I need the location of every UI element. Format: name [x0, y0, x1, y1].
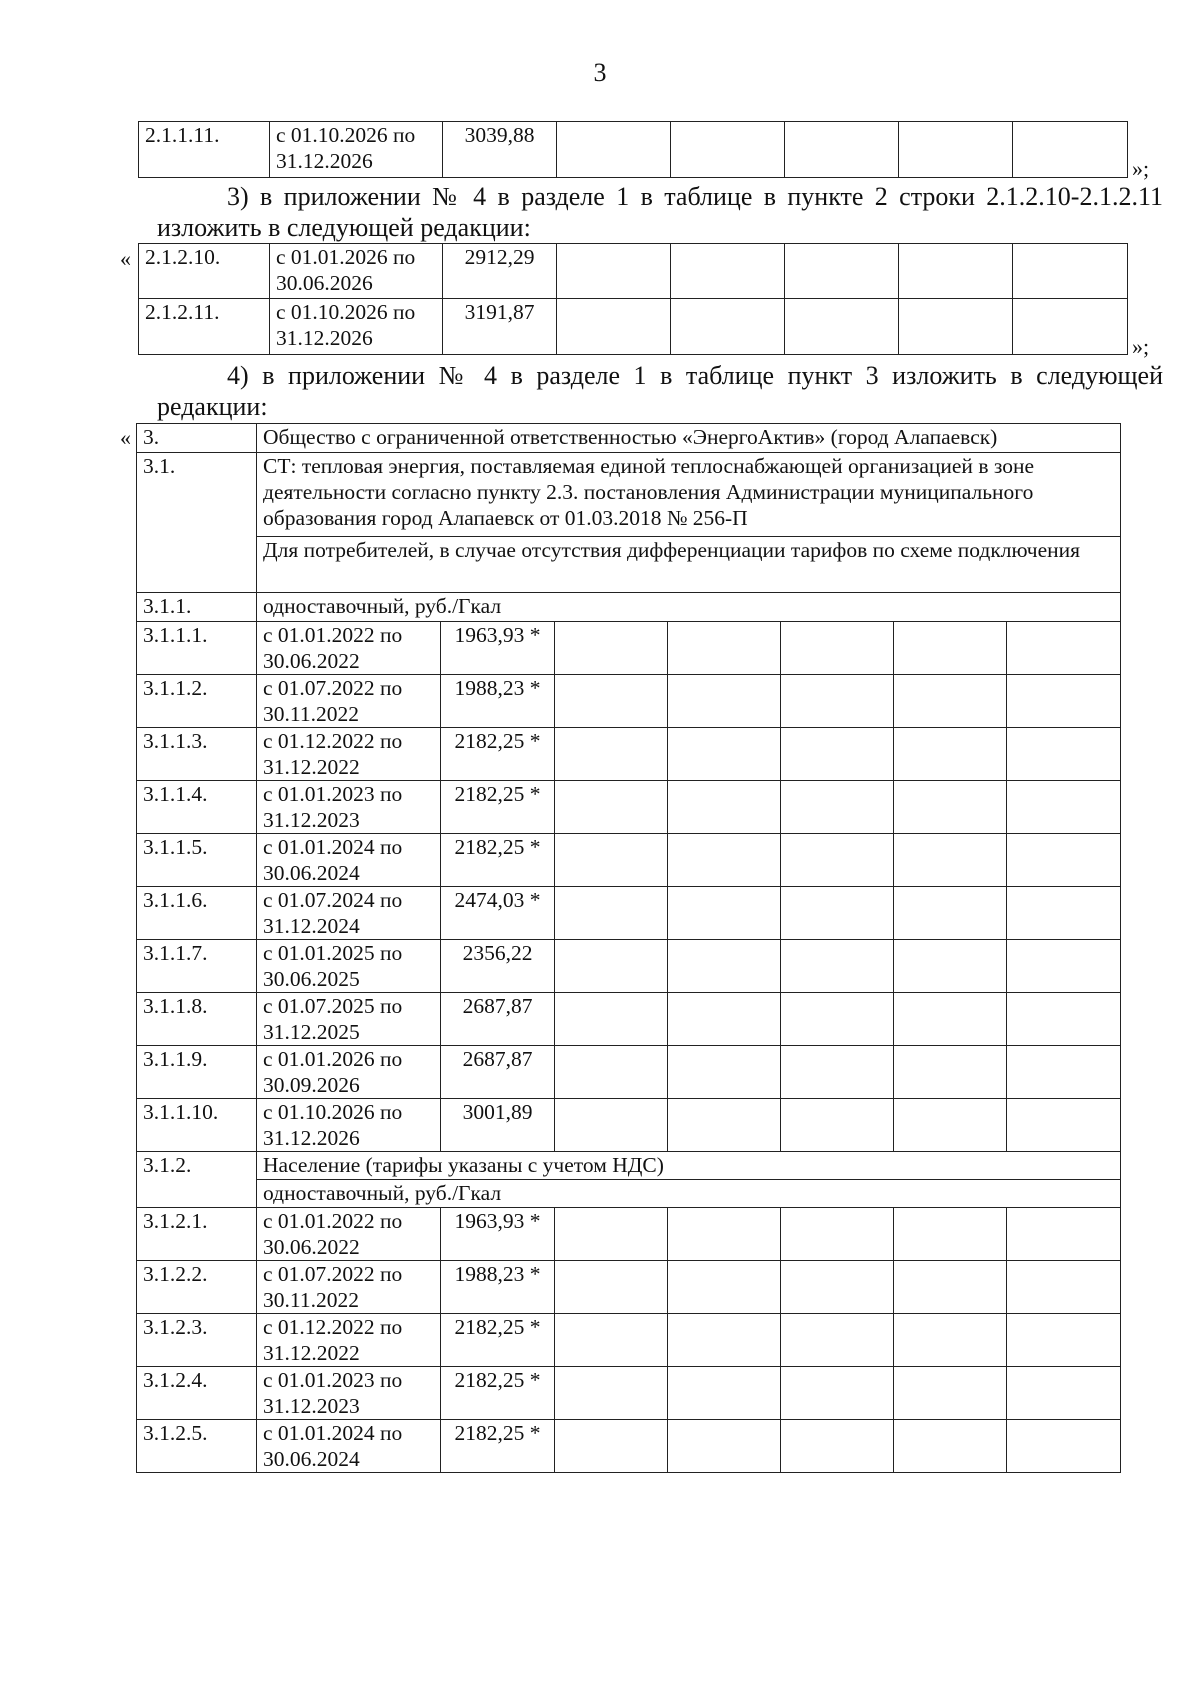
paragraph-3: 3) в приложении № 4 в разделе 1 в таблице в пункте 2 строки 2.1.2.10-2.1.2.11 изложить в следующей редакции:	[157, 182, 1163, 242]
subsection-row	[137, 1152, 1121, 1180]
empty-cell	[781, 1367, 894, 1420]
row-value: 2182,25 *	[441, 1420, 555, 1473]
empty-cell	[668, 1046, 781, 1099]
close-quote: »;	[1132, 334, 1150, 359]
empty-cell	[1007, 1046, 1121, 1099]
row-period: с 01.01.2024 по 30.06.2024	[257, 1420, 441, 1473]
empty-cell	[668, 940, 781, 993]
subsection-title: одноставочный, руб./Гкал	[257, 593, 1121, 622]
row-period: с 01.07.2024 по 31.12.2024	[257, 887, 441, 940]
row-number: 3.1.1.8.	[137, 993, 257, 1046]
empty-cell	[894, 1046, 1007, 1099]
row-period: с 01.01.2023 по 31.12.2023	[257, 1367, 441, 1420]
org-name: Общество с ограниченной ответственностью «ЭнергоАктив» (город Алапаевск)	[257, 424, 1121, 453]
table-row	[137, 1208, 1121, 1261]
row-value: 1988,23 *	[441, 675, 555, 728]
empty-cell	[555, 1046, 668, 1099]
empty-cell	[668, 1208, 781, 1261]
row-number: 3.1.2.3.	[137, 1314, 257, 1367]
empty-cell	[555, 622, 668, 675]
empty-cell	[894, 887, 1007, 940]
empty-cell	[1007, 1099, 1121, 1152]
subsection-title: Население (тарифы указаны с учетом НДС)	[257, 1152, 1121, 1180]
table-2	[138, 243, 1128, 355]
empty-cell	[555, 675, 668, 728]
org-number: 3.	[137, 424, 257, 453]
empty-cell	[894, 993, 1007, 1046]
row-number: 3.1.1.1.	[137, 622, 257, 675]
empty-cell	[894, 1208, 1007, 1261]
row-period: с 01.10.2026 по 31.12.2026	[257, 1099, 441, 1152]
row-period: с 01.01.2024 по 30.06.2024	[257, 834, 441, 887]
table-row	[137, 940, 1121, 993]
empty-cell	[668, 675, 781, 728]
row-number: 3.1.2.4.	[137, 1367, 257, 1420]
paragraph-4: 4) в приложении № 4 в разделе 1 в таблице пункт 3 изложить в следующей редакции:	[157, 361, 1163, 421]
empty-cell	[668, 1420, 781, 1473]
row-value: 1963,93 *	[441, 622, 555, 675]
empty-cell	[668, 834, 781, 887]
empty-cell	[555, 834, 668, 887]
empty-cell	[668, 781, 781, 834]
row-number: 3.1.2.1.	[137, 1208, 257, 1261]
open-quote: «	[120, 246, 131, 271]
consumers-description: Для потребителей, в случае отсутствия дифференциации тарифов по схеме подключения	[257, 537, 1121, 593]
empty-cell	[1007, 781, 1121, 834]
empty-cell	[894, 728, 1007, 781]
table-row	[139, 122, 1128, 178]
row-value: 2182,25 *	[441, 1314, 555, 1367]
subsection-number: 3.1.2.	[137, 1152, 257, 1208]
row-value: 3039,88	[443, 122, 557, 178]
subsection-subtitle: одноставочный, руб./Гкал	[257, 1180, 1121, 1208]
empty-cell	[781, 675, 894, 728]
table-row	[139, 244, 1128, 299]
empty-cell	[1007, 1367, 1121, 1420]
empty-cell	[894, 675, 1007, 728]
empty-cell	[668, 728, 781, 781]
empty-cell	[781, 781, 894, 834]
empty-cell	[668, 1314, 781, 1367]
empty-cell	[555, 781, 668, 834]
row-value: 2687,87	[441, 1046, 555, 1099]
table-row	[137, 887, 1121, 940]
row-value: 3191,87	[443, 299, 557, 355]
empty-cell	[1007, 675, 1121, 728]
table-row	[137, 622, 1121, 675]
row-period: с 01.10.2026 по 31.12.2026	[270, 122, 443, 178]
empty-cell	[555, 1261, 668, 1314]
row-period: с 01.01.2026 по 30.06.2026	[270, 244, 443, 299]
row-period: с 01.10.2026 по 31.12.2026	[270, 299, 443, 355]
row-period: с 01.07.2022 по 30.11.2022	[257, 1261, 441, 1314]
row-number: 2.1.1.11.	[139, 122, 270, 178]
row-number: 2.1.2.10.	[139, 244, 270, 299]
empty-cell	[1007, 887, 1121, 940]
st-number: 3.1.	[137, 453, 257, 593]
row-number: 3.1.1.3.	[137, 728, 257, 781]
page-number: 3	[593, 58, 607, 87]
table-row	[137, 834, 1121, 887]
open-quote: «	[120, 425, 131, 450]
row-period: с 01.07.2025 по 31.12.2025	[257, 993, 441, 1046]
empty-cell	[894, 781, 1007, 834]
row-value: 2474,03 *	[441, 887, 555, 940]
empty-cell	[894, 1314, 1007, 1367]
row-period: с 01.12.2022 по 31.12.2022	[257, 728, 441, 781]
empty-cell	[894, 1420, 1007, 1473]
row-number: 2.1.2.11.	[139, 299, 270, 355]
row-period: с 01.01.2025 по 30.06.2025	[257, 940, 441, 993]
st-row	[137, 453, 1121, 537]
table-3	[136, 423, 1121, 1473]
row-value: 2912,29	[443, 244, 557, 299]
row-period: с 01.12.2022 по 31.12.2022	[257, 1314, 441, 1367]
empty-cell	[668, 1261, 781, 1314]
row-period: с 01.01.2022 по 30.06.2022	[257, 622, 441, 675]
row-value: 2182,25 *	[441, 781, 555, 834]
row-number: 3.1.1.6.	[137, 887, 257, 940]
empty-cell	[555, 1208, 668, 1261]
row-number: 3.1.2.5.	[137, 1420, 257, 1473]
empty-cell	[668, 1367, 781, 1420]
empty-cell	[781, 622, 894, 675]
empty-cell	[781, 728, 894, 781]
empty-cell	[781, 940, 894, 993]
subsection-subrow	[137, 1180, 1121, 1208]
row-number: 3.1.1.2.	[137, 675, 257, 728]
table-row	[137, 1420, 1121, 1473]
empty-cell	[555, 1420, 668, 1473]
st-description: СТ: тепловая энергия, поставляемая единой теплоснабжающей организацией в зоне деятельности согласно пункту 2.3. постановления Администрации муниципального образования город Алапаевск от 01.03.2018 № 256-П	[257, 453, 1121, 537]
row-period: с 01.01.2023 по 31.12.2023	[257, 781, 441, 834]
empty-cell	[1007, 1261, 1121, 1314]
row-number: 3.1.1.10.	[137, 1099, 257, 1152]
empty-cell	[668, 1099, 781, 1152]
empty-cell	[1007, 834, 1121, 887]
table-row	[137, 675, 1121, 728]
row-value: 1988,23 *	[441, 1261, 555, 1314]
table-row	[137, 1046, 1121, 1099]
table-row	[139, 299, 1128, 355]
empty-cell	[555, 1367, 668, 1420]
empty-cell	[668, 622, 781, 675]
table-row	[137, 1261, 1121, 1314]
empty-cell	[1007, 1208, 1121, 1261]
empty-cell	[894, 1367, 1007, 1420]
org-row	[137, 424, 1121, 453]
consumers-row	[137, 537, 1121, 593]
empty-cell	[555, 887, 668, 940]
row-value: 1963,93 *	[441, 1208, 555, 1261]
close-quote: »;	[1132, 156, 1150, 181]
empty-cell	[1007, 1314, 1121, 1367]
empty-cell	[1007, 728, 1121, 781]
empty-cell	[894, 622, 1007, 675]
row-value: 2356,22	[441, 940, 555, 993]
table-row	[137, 1314, 1121, 1367]
table-row	[137, 1099, 1121, 1152]
empty-cell	[781, 887, 894, 940]
row-value: 2182,25 *	[441, 728, 555, 781]
row-value: 2182,25 *	[441, 1367, 555, 1420]
row-period: с 01.07.2022 по 30.11.2022	[257, 675, 441, 728]
empty-cell	[781, 1046, 894, 1099]
row-number: 3.1.1.9.	[137, 1046, 257, 1099]
empty-cell	[555, 940, 668, 993]
empty-cell	[781, 1420, 894, 1473]
empty-cell	[1007, 622, 1121, 675]
empty-cell	[1007, 1420, 1121, 1473]
row-number: 3.1.1.4.	[137, 781, 257, 834]
empty-cell	[894, 834, 1007, 887]
empty-cell	[781, 1099, 894, 1152]
row-period: с 01.01.2022 по 30.06.2022	[257, 1208, 441, 1261]
row-number: 3.1.1.7.	[137, 940, 257, 993]
top-table	[138, 121, 1128, 178]
table-row	[137, 728, 1121, 781]
row-number: 3.1.2.2.	[137, 1261, 257, 1314]
row-number: 3.1.1.5.	[137, 834, 257, 887]
empty-cell	[555, 1099, 668, 1152]
subsection-row	[137, 593, 1121, 622]
empty-cell	[668, 993, 781, 1046]
row-value: 2687,87	[441, 993, 555, 1046]
empty-cell	[555, 993, 668, 1046]
row-period: с 01.01.2026 по 30.09.2026	[257, 1046, 441, 1099]
row-value: 3001,89	[441, 1099, 555, 1152]
empty-cell	[894, 1099, 1007, 1152]
empty-cell	[781, 993, 894, 1046]
empty-cell	[555, 728, 668, 781]
subsection-number: 3.1.1.	[137, 593, 257, 622]
empty-cell	[781, 1314, 894, 1367]
empty-cell	[781, 1261, 894, 1314]
empty-cell	[555, 1314, 668, 1367]
empty-cell	[781, 834, 894, 887]
empty-cell	[1007, 993, 1121, 1046]
table-row	[137, 781, 1121, 834]
table-row	[137, 1367, 1121, 1420]
empty-cell	[894, 1261, 1007, 1314]
table-row	[137, 993, 1121, 1046]
empty-cell	[894, 940, 1007, 993]
empty-cell	[668, 887, 781, 940]
row-value: 2182,25 *	[441, 834, 555, 887]
empty-cell	[781, 1208, 894, 1261]
empty-cell	[1007, 940, 1121, 993]
